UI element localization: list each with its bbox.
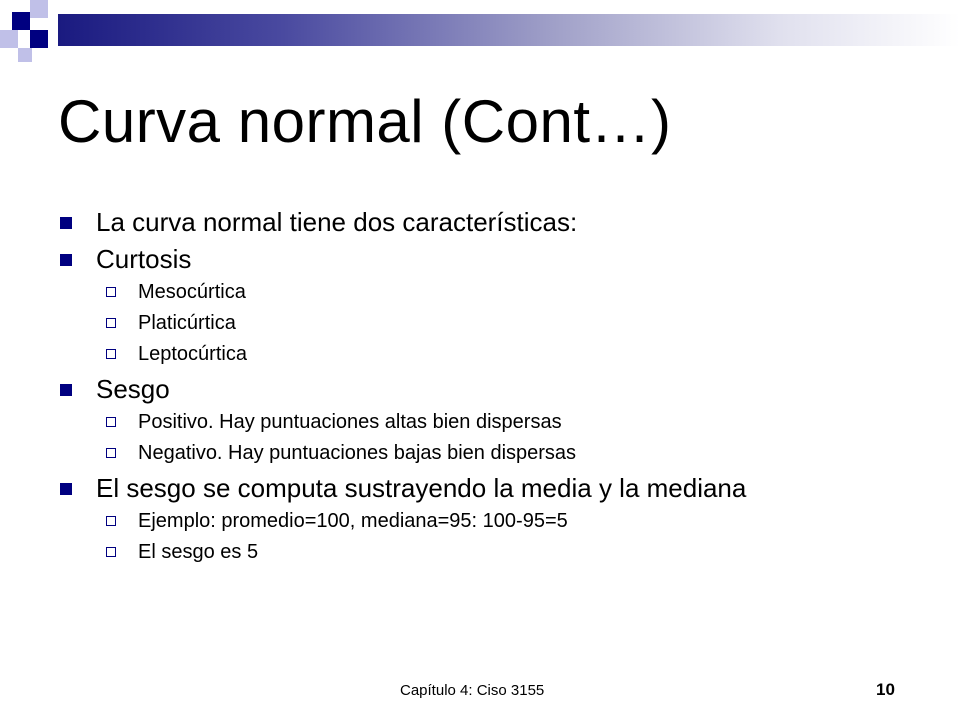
bullet-text: Sesgo — [96, 374, 170, 404]
deco-square-light-1 — [30, 0, 48, 18]
hollow-square-bullet-icon — [106, 417, 116, 427]
hollow-square-bullet-icon — [106, 448, 116, 458]
slide-footer — [0, 676, 960, 704]
slide-title: Curva normal (Cont…) — [58, 88, 672, 155]
sub-bullet-text: Ejemplo: promedio=100, mediana=95: 100-95=5 — [138, 510, 568, 532]
bullet-item — [60, 372, 940, 406]
hollow-square-bullet-icon — [106, 287, 116, 297]
deco-square-light-2 — [0, 30, 18, 48]
hollow-square-bullet-icon — [106, 318, 116, 328]
bullet-item — [60, 205, 940, 239]
bullet-list — [60, 205, 940, 570]
sub-bullet-item — [60, 539, 940, 565]
bullet-text: El sesgo se computa sustrayendo la media y la mediana — [96, 473, 747, 503]
square-bullet-icon — [60, 217, 72, 229]
top-decoration — [0, 0, 960, 62]
footer-text: Capítulo 4: Ciso 3155 — [400, 682, 545, 699]
square-bullet-icon — [60, 483, 72, 495]
sub-bullet-text: Positivo. Hay puntuaciones altas bien dispersas — [138, 411, 562, 433]
hollow-square-bullet-icon — [106, 516, 116, 526]
sub-bullet-text: Platicúrtica — [138, 312, 236, 334]
deco-square-navy-2 — [30, 30, 48, 48]
sub-bullet-text: Negativo. Hay puntuaciones bajas bien dispersas — [138, 442, 577, 464]
deco-square-navy-1 — [12, 12, 30, 30]
bullet-text: La curva normal tiene dos características: — [96, 207, 578, 237]
bullet-item — [60, 471, 940, 505]
sub-bullet-item — [60, 409, 940, 435]
hollow-square-bullet-icon — [106, 547, 116, 557]
sub-bullet-item — [60, 279, 940, 305]
bullet-item — [60, 242, 940, 276]
square-bullet-icon — [60, 254, 72, 266]
sub-bullet-item — [60, 310, 940, 336]
sub-bullet-item — [60, 440, 940, 466]
sub-bullet-text: Mesocúrtica — [138, 281, 246, 303]
sub-bullet-item — [60, 508, 940, 534]
bullet-text: Curtosis — [96, 244, 192, 274]
sub-bullet-text: El sesgo es 5 — [138, 541, 259, 563]
square-bullet-icon — [60, 384, 72, 396]
page-number: 10 — [876, 680, 895, 699]
deco-square-light-3 — [18, 48, 32, 62]
sub-bullet-text: Leptocúrtica — [138, 343, 247, 365]
sub-bullet-item — [60, 341, 940, 367]
header-gradient-bar — [58, 14, 960, 46]
hollow-square-bullet-icon — [106, 349, 116, 359]
